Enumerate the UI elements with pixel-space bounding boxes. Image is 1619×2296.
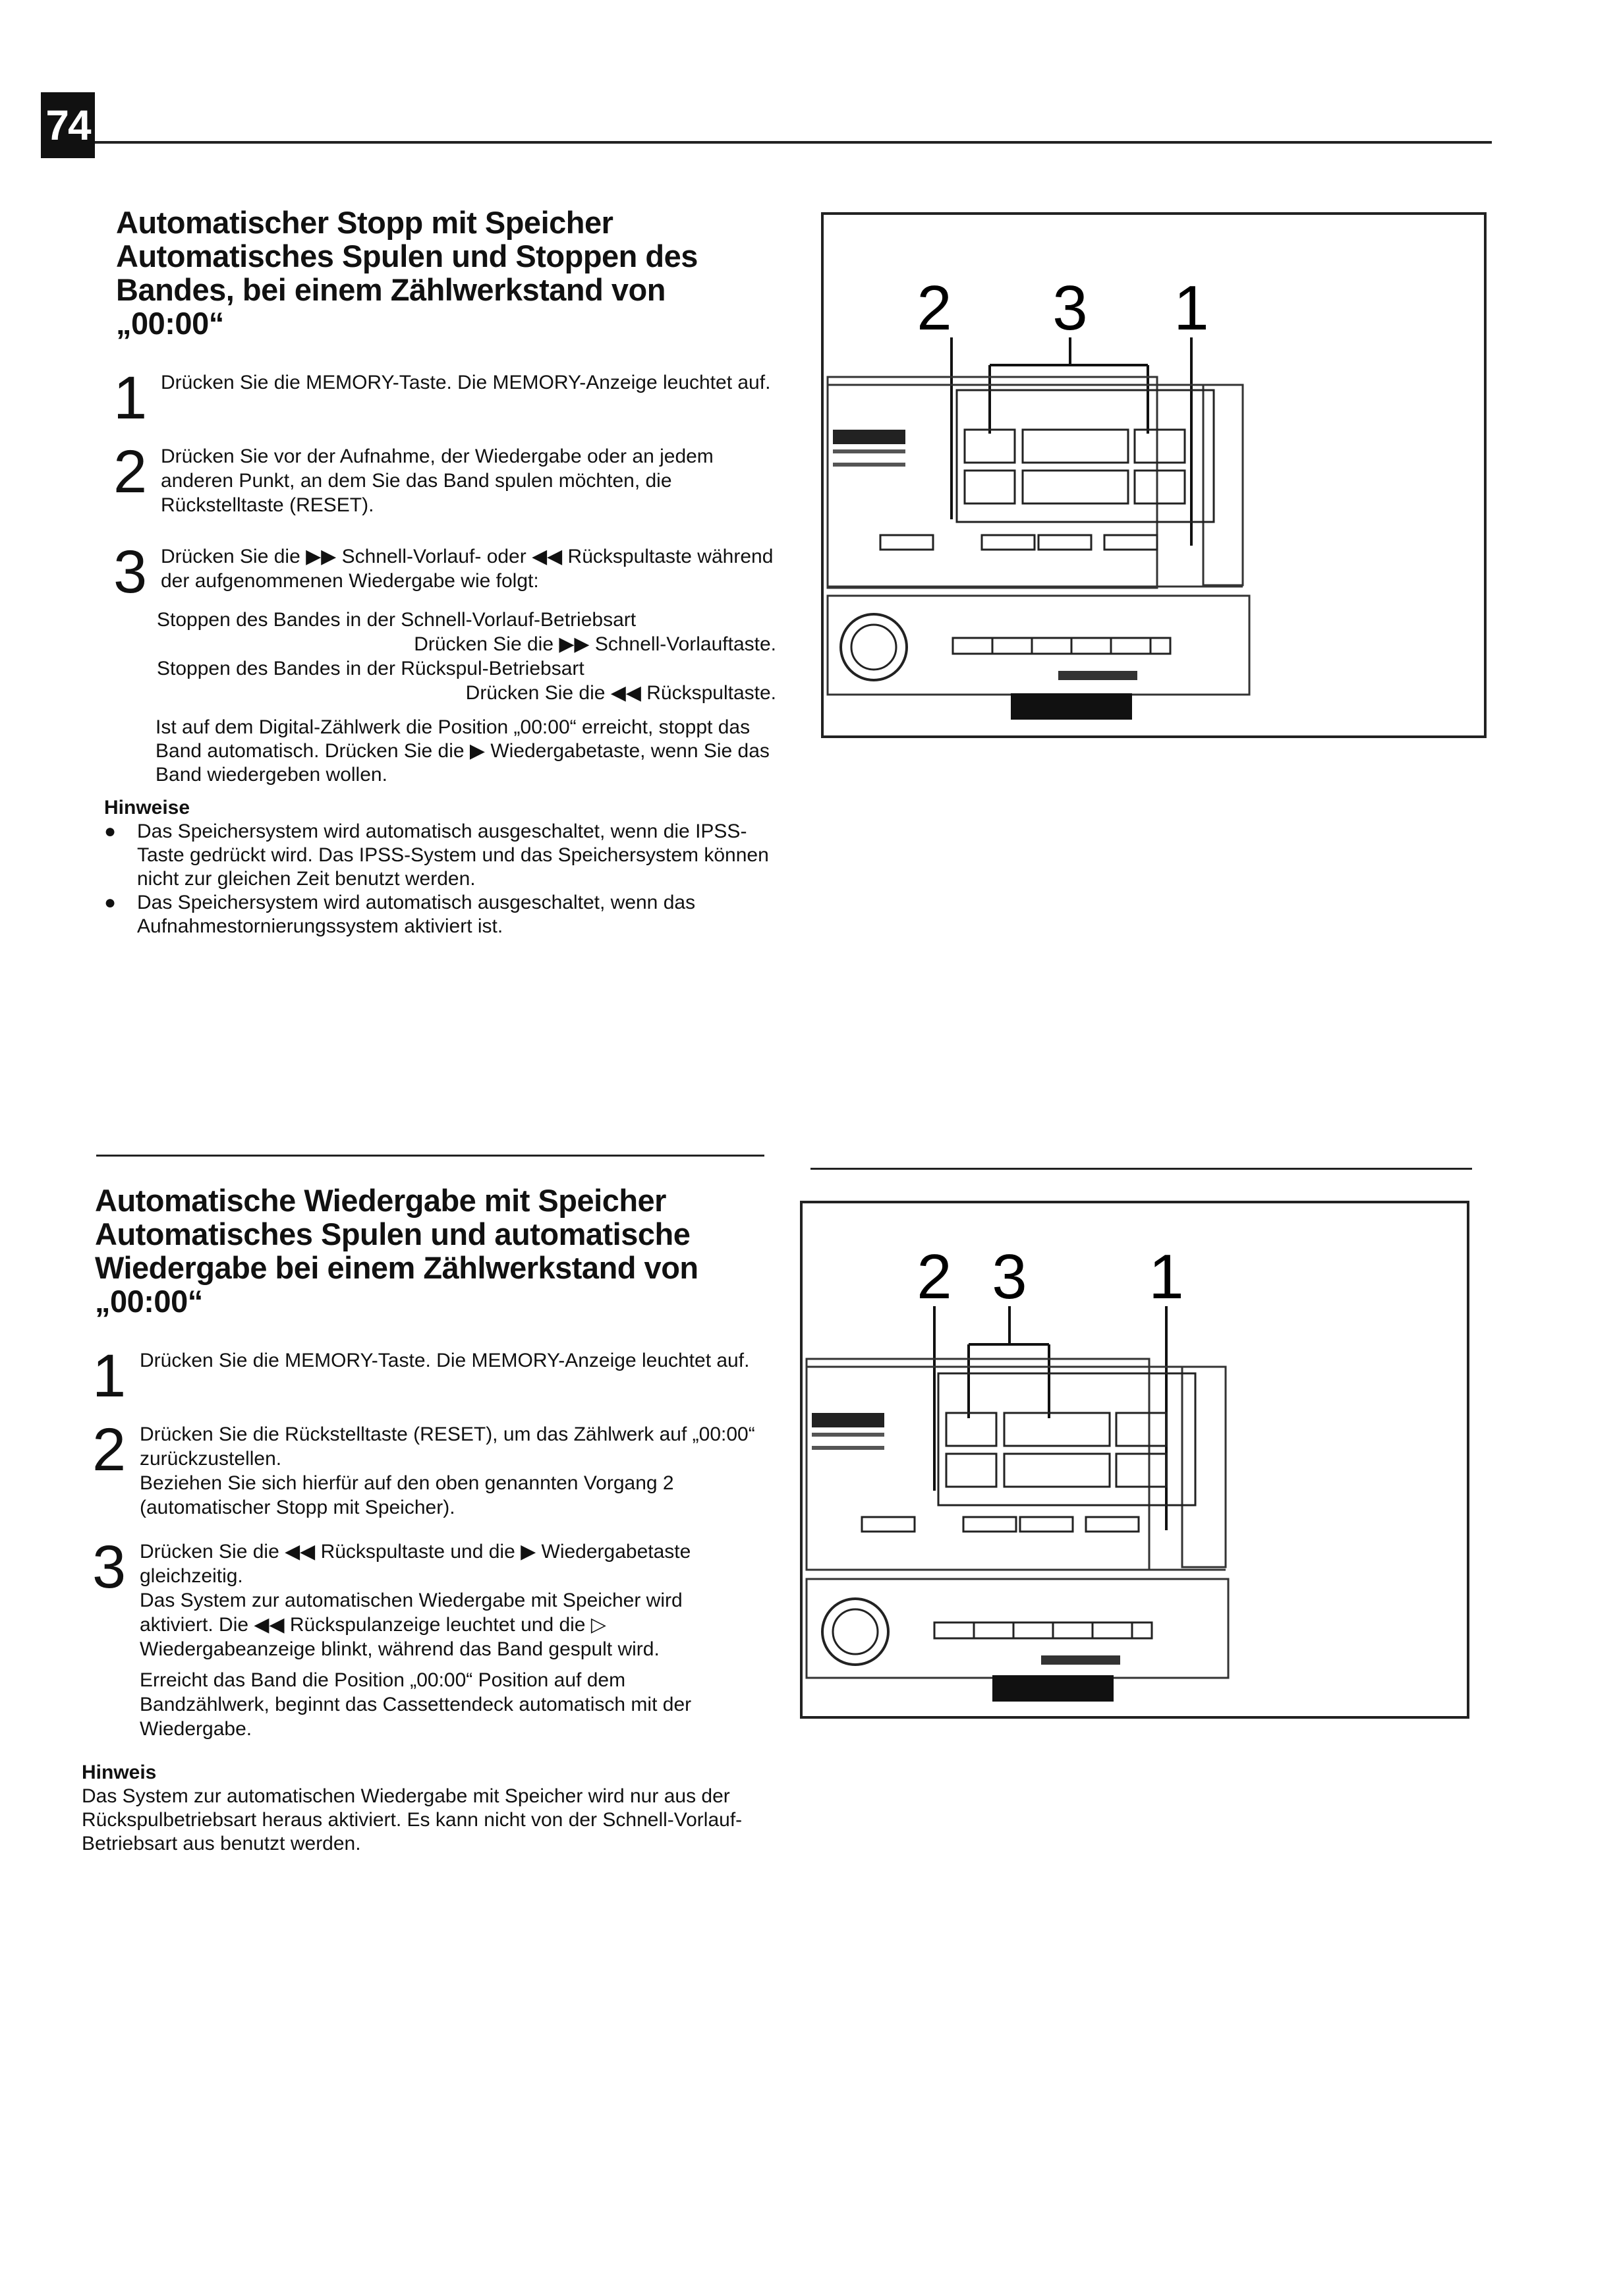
bullet-icon: ●: [104, 820, 117, 842]
section1-title-line: „00:00“: [116, 306, 224, 341]
section1-step-1: [113, 364, 785, 432]
sub-action: Drücken Sie die ◀◀ Rückspultaste.: [465, 682, 776, 704]
callout-label: 2: [917, 273, 952, 343]
section1-step-3: [113, 538, 785, 606]
hint-text: Das Speichersystem wird automatisch ausgeschaltet, wenn das Aufnahmestornierungssystem aktiviert ist.: [137, 892, 696, 937]
step-text: Drücken Sie die ◀◀ Rückspultaste und die ▶ Wiedergabetaste gleichzeitig.: [140, 1541, 691, 1587]
bullet-icon: ●: [104, 892, 117, 913]
callout-label: 1: [1149, 1242, 1184, 1312]
section1-title: [116, 206, 775, 340]
cassette-deck-figure-2: [800, 1201, 1471, 1721]
callout-label: 3: [1052, 273, 1088, 343]
section2-step-1: [92, 1342, 764, 1410]
section2-title-line: Wiedergabe bei einem Zählwerkstand von: [95, 1250, 698, 1285]
step-number: 2: [92, 1416, 127, 1483]
section1-step-2: [113, 438, 785, 517]
step-text: Drücken Sie die Rückstelltaste (RESET), um das Zählwerk auf „00:00“ zurückzustellen.: [140, 1423, 755, 1470]
page-number: 74: [41, 92, 95, 158]
step-extra: Das System zur automatischen Wiedergabe mit Speicher wird aktiviert. Die ◀◀ Rückspulanzeige leuchtet und die ▷ Wiedergabeanzeige blinkt, während das Band gespult wird.: [140, 1590, 683, 1660]
section2-step-3: [92, 1534, 764, 1741]
step-extra: Beziehen Sie sich hierfür auf den oben genannten Vorgang 2 (automatischer Stopp mit Speicher).: [140, 1472, 674, 1518]
step-number: 3: [92, 1534, 127, 1601]
section2-title-line: Automatische Wiedergabe mit Speicher: [95, 1183, 666, 1218]
sub-action: Drücken Sie die ▶▶ Schnell-Vorlauftaste.: [414, 633, 776, 655]
hint-text: Das Speichersystem wird automatisch ausgeschaltet, wenn die IPSS-Taste gedrückt wird. Das IPSS-System und das Speichersystem können nicht zur gleichen Zeit benutzt werden.: [137, 820, 769, 890]
step-text: Drücken Sie vor der Aufnahme, der Wiedergabe oder an jedem anderen Punkt, an dem Sie das Band spulen möchten, die Rückstelltaste (RESET).: [161, 445, 714, 516]
section2-title-line: „00:00“: [95, 1284, 203, 1319]
section-divider-left: [96, 1155, 764, 1157]
step-text: Drücken Sie die MEMORY-Taste. Die MEMORY-Anzeige leuchtet auf.: [140, 1350, 750, 1371]
section2-step-2: [92, 1416, 764, 1520]
section1-title-line: Bandes, bei einem Zählwerkstand von: [116, 272, 666, 307]
section1-title-line: Automatischer Stopp mit Speicher: [116, 205, 613, 240]
step-text: Drücken Sie die ▶▶ Schnell-Vorlauf- oder ◀◀ Rückspultaste während der aufgenommenen Wiedergabe wie folgt:: [161, 546, 774, 592]
step-number: 1: [113, 364, 148, 432]
section2-hint: [82, 1761, 751, 1856]
step-extra: Erreicht das Band die Position „00:00“ Position auf dem Bandzählwerk, beginnt das Cassettendeck automatisch mit der Wiedergabe.: [140, 1669, 692, 1740]
section1-closing: Ist auf dem Digital-Zählwerk die Position „00:00“ erreicht, stoppt das Band automatisch. Drücken Sie die ▶ Wiedergabetaste, wenn Sie das Band wiedergeben wollen.: [156, 716, 770, 786]
hint-item: [104, 820, 776, 891]
section1-title-line: Automatisches Spulen und Stoppen des: [116, 239, 698, 273]
step-number: 3: [113, 538, 148, 606]
hint-heading: Hinweis: [82, 1762, 157, 1783]
step-body: [140, 1422, 759, 1520]
sub-label: Stoppen des Bandes in der Rückspul-Betriebsart: [157, 658, 584, 679]
step-number: 2: [113, 438, 148, 505]
callout-label: 1: [1174, 273, 1209, 343]
section2-title: [95, 1184, 780, 1318]
section2-title-line: Automatisches Spulen und automatische: [95, 1217, 691, 1251]
section1-hints: [104, 796, 776, 938]
hint-item: [104, 891, 776, 938]
section-divider-right: [810, 1168, 1472, 1170]
cassette-deck-figure-1: [821, 212, 1488, 739]
callout-label: 2: [917, 1242, 952, 1312]
step-number: 1: [92, 1342, 127, 1410]
callout-label: 3: [992, 1242, 1027, 1312]
hints-heading: Hinweise: [104, 797, 190, 818]
step-body: [140, 1539, 759, 1741]
header-rule: [95, 141, 1492, 144]
hint-text: Das System zur automatischen Wiedergabe mit Speicher wird nur aus der Rückspulbetriebsart heraus aktiviert. Es kann nicht von der Schnell-Vorlauf-Betriebsart aus benutzt werden.: [82, 1785, 743, 1854]
section1-sub-steps: [157, 608, 776, 705]
sub-label: Stoppen des Bandes in der Schnell-Vorlauf-Betriebsart: [157, 609, 637, 631]
step-text: Drücken Sie die MEMORY-Taste. Die MEMORY-Anzeige leuchtet auf.: [161, 372, 771, 393]
